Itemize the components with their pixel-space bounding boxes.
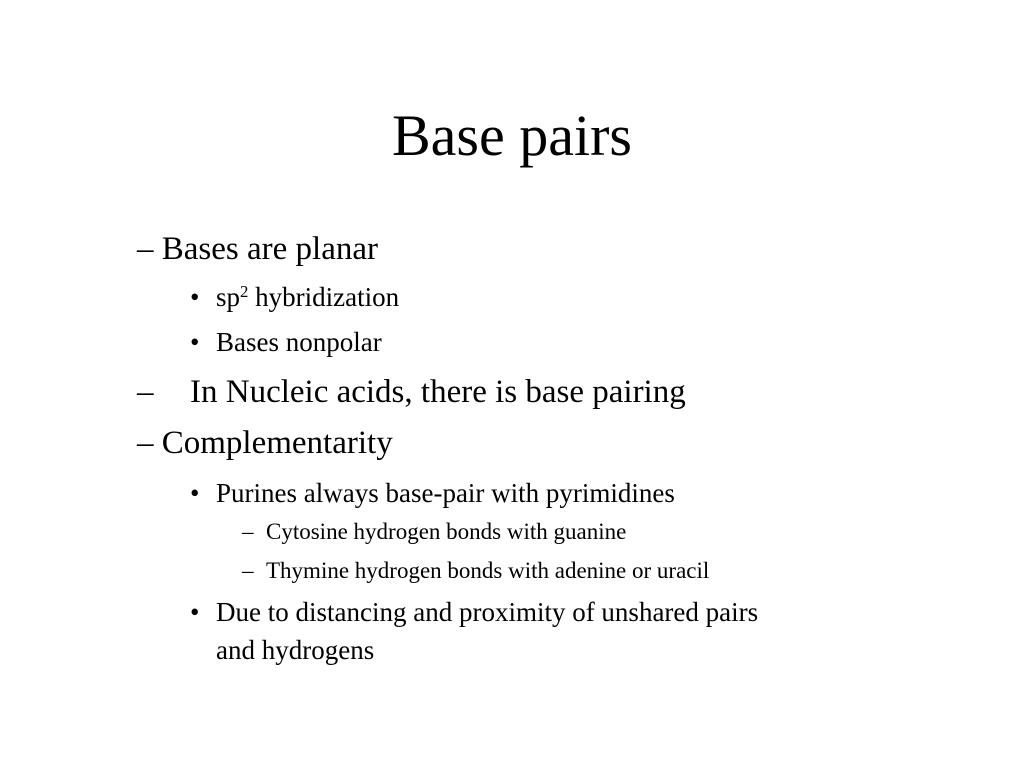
superscript-2: 2 [240, 281, 249, 301]
dash-marker: – [242, 519, 254, 544]
list-item-text: Complementarity [161, 425, 393, 461]
list-item-text: and hydrogens [216, 635, 375, 665]
list-item-sp2-hybridization [190, 280, 399, 314]
list-item-text: Due to distancing and proximity of unshared pairs [216, 597, 759, 627]
hybridization-text: hybridization [248, 282, 400, 312]
list-item-text: In Nucleic acids, there is base pairing [190, 374, 686, 410]
list-item-text [216, 282, 399, 312]
list-item-purines [190, 476, 675, 510]
list-item-text: Bases are planar [161, 231, 378, 267]
list-item-cytosine [242, 518, 626, 546]
sp-text: sp [216, 282, 241, 312]
list-item-text: Bases nonpolar [216, 327, 382, 357]
list-item-text: Thymine hydrogen bonds with adenine or uracil [266, 558, 710, 583]
list-item-distancing-continued [216, 633, 374, 667]
bullet-marker: • [190, 282, 200, 312]
bullet-marker: • [190, 327, 200, 357]
list-item-bases-nonpolar [190, 325, 382, 359]
list-item-text: Purines always base-pair with pyrimidines [216, 478, 675, 508]
bullet-marker: • [190, 597, 200, 627]
slide-title: Base pairs [392, 103, 632, 168]
list-item-complementarity [137, 423, 393, 463]
dash-marker: – [242, 558, 254, 583]
dash-marker: – [137, 231, 154, 267]
bullet-marker: • [190, 478, 200, 508]
dash-marker: – [137, 374, 154, 410]
list-item-thymine [242, 557, 709, 585]
list-item-bases-planar [137, 229, 378, 269]
list-item-nucleic-acids [137, 372, 686, 412]
dash-marker: – [137, 425, 154, 461]
list-item-text: Cytosine hydrogen bonds with guanine [266, 519, 627, 544]
list-item-distancing [190, 595, 758, 629]
